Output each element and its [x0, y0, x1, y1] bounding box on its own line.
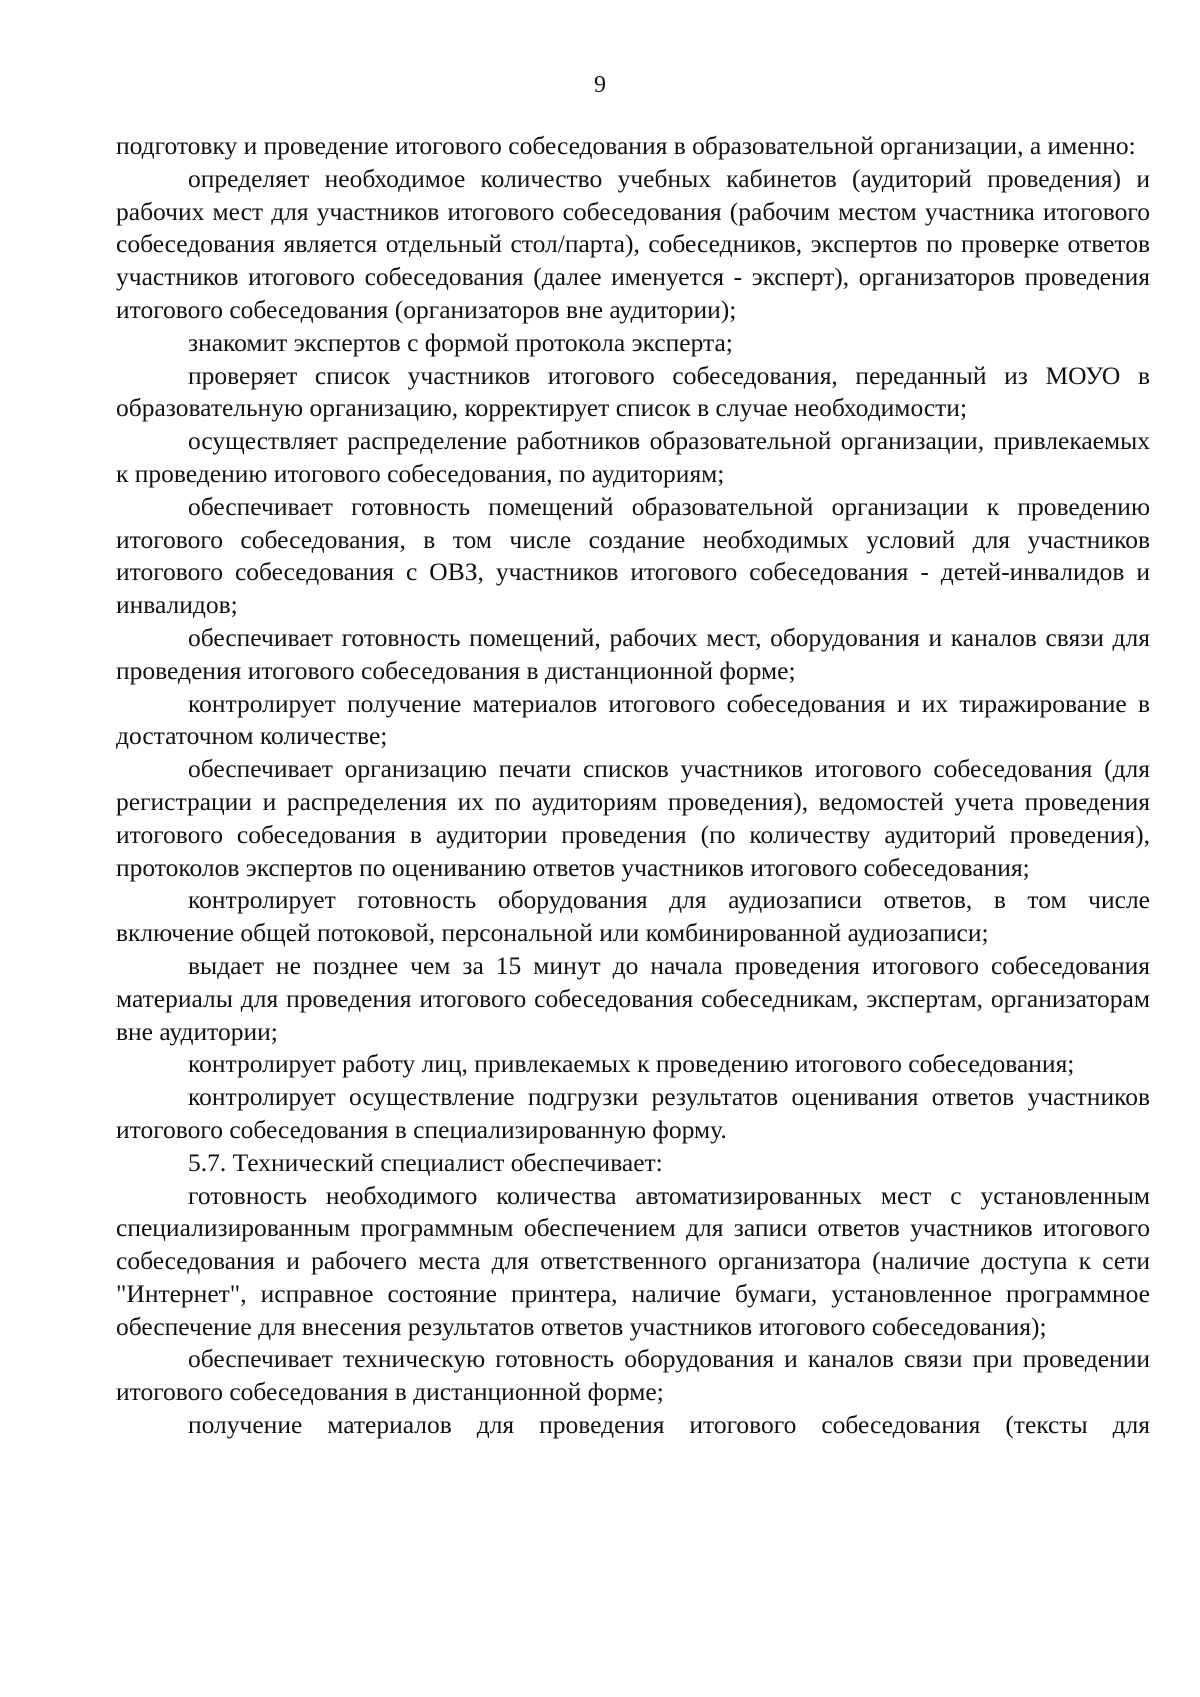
paragraph-audio-recording: контролирует готовность оборудования для аудиозаписи ответов, в том числе включение общей потоковой, персональной или комбинированной аудиозаписи;: [116, 885, 1150, 948]
paragraph-remote-readiness: обеспечивает готовность помещений, рабочих мест, оборудования и каналов связи для проведения итогового собеседования в дистанционной форме;: [116, 622, 1150, 685]
paragraph-expert-protocol: знакомит экспертов с формой протокола эксперта;: [188, 327, 733, 357]
paragraph-materials-issue: выдает не позднее чем за 15 минут до начала проведения итогового собеседования материалы для проведения итогового собеседования собеседникам, экспертам, организаторам вне аудитории;: [116, 950, 1150, 1046]
paragraph-materials-receipt: получение материалов для проведения итогового собеседования (тексты для: [188, 1410, 1150, 1440]
paragraph-technical-readiness: обеспечивает техническую готовность оборудования и каналов связи при проведении итогового собеседования в дистанционной форме;: [116, 1344, 1150, 1407]
paragraph-continuation: подготовку и проведение итогового собеседования в образовательной организации, а именно:: [116, 131, 1136, 160]
document-body: [116, 130, 1150, 1442]
page-number: 9: [594, 72, 606, 98]
paragraph-printing: обеспечивает организацию печати списков участников итогового собеседования (для регистрации и распределения их по аудиториям проведения), ведомостей учета проведения итогового собеседования в аудитории проведения (по количеству аудиторий проведения), протоколов экспертов по оцениванию ответов участников итогового собеседования;: [116, 754, 1150, 882]
paragraph-results-upload: контролирует осуществление подгрузки результатов оценивания ответов участников итогового собеседования в специализированную форму.: [116, 1082, 1150, 1144]
paragraph-staff-control: контролирует работу лиц, привлекаемых к проведению итогового собеседования;: [188, 1049, 1075, 1079]
paragraph-materials-control: контролирует получение материалов итогового собеседования и их тиражирование в достаточном количестве;: [116, 688, 1150, 751]
section-heading-5-7: 5.7. Технический специалист обеспечивает:: [188, 1147, 663, 1177]
paragraph-premises-readiness: обеспечивает готовность помещений образовательной организации к проведению итогового собеседования, в том числе создание необходимых условий для участников итогового собеседования с ОВЗ, участников итогового собеседования - детей-инвалидов и инвалидов;: [116, 491, 1150, 620]
paragraph-check-list: проверяет список участников итогового собеседования, переданный из МОУО в образовательную организацию, корректирует список в случае необходимости;: [116, 360, 1150, 423]
paragraph-workstations: готовность необходимого количества автоматизированных мест с установленным специализированным программным обеспечением для записи ответов участников итогового собеседования и рабочего места для ответственного организатора (наличие доступа к сети "Интернет", исправное состояние принтера, наличие бумаги, установленное программное обеспечение для внесения результатов ответов участников итогового собеседования);: [116, 1180, 1150, 1341]
paragraph-determines-rooms: определяет необходимое количество учебных кабинетов (аудиторий проведения) и рабочих мест для участников итогового собеседования (рабочим местом участника итогового собеседования является отдельный стол/парта), собеседников, экспертов по проверке ответов участников итогового собеседования (далее именуется - эксперт), организаторов проведения итогового собеседования (организаторов вне аудитории);: [116, 163, 1150, 324]
paragraph-staff-distribution: осуществляет распределение работников образовательной организации, привлекаемых к проведению итогового собеседования, по аудиториям;: [116, 426, 1150, 488]
